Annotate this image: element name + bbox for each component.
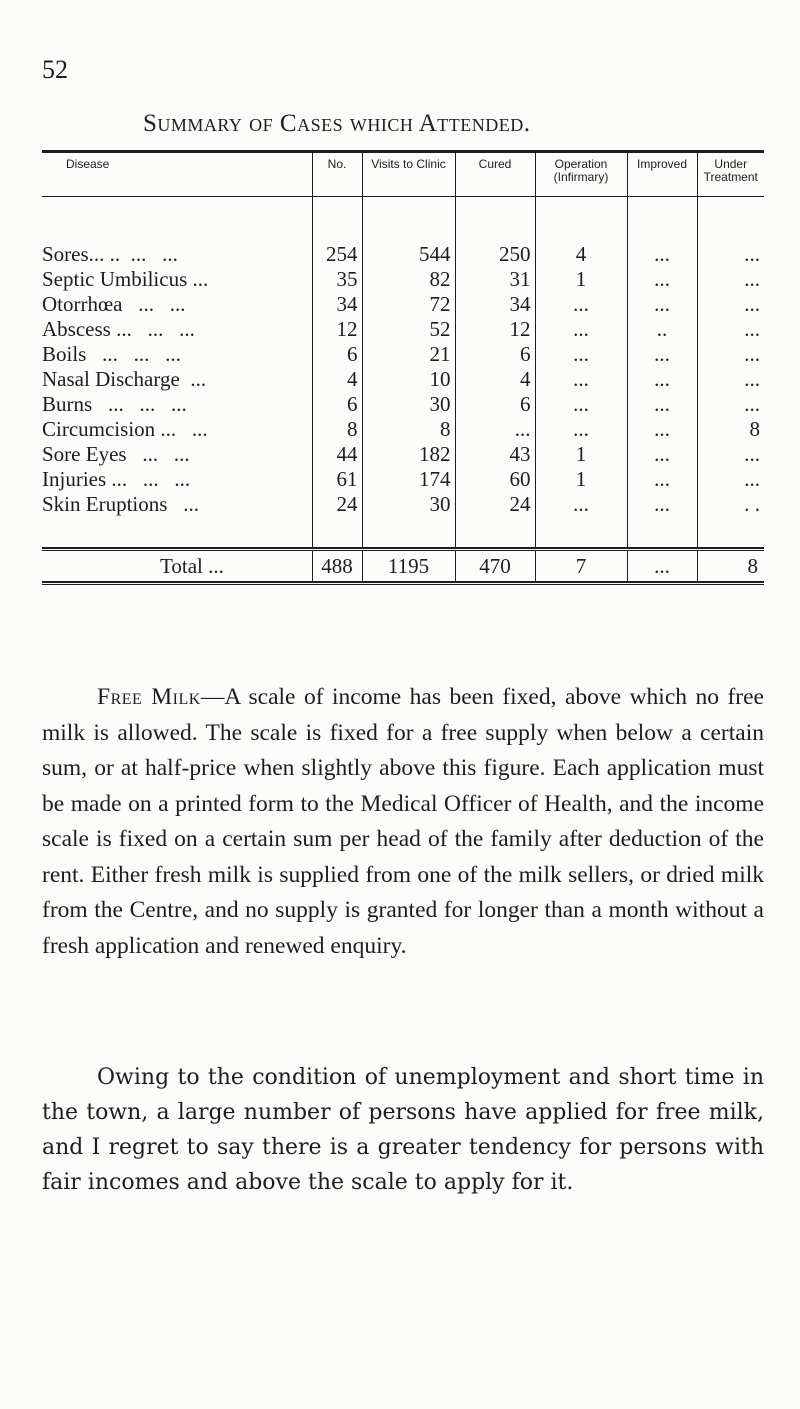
free-milk-body: —A scale of income has been fixed, above which no free milk is allowed. The scale is fixed for a free supply when below a certain sum, or at half-price when slightly above this figure. Each application must be made on a printed form to the Medical Officer of Health, and the income scale is fixed on a certain sum per head of the family after deduction of the rent. Either fresh milk is supplied from one of the milk sellers, or dried milk from the Centre, and no supply is granted for longer than a month without a fresh application and renewed enquiry.	[42, 684, 764, 959]
cell-cured: 4	[455, 367, 535, 392]
disease-name	[42, 367, 312, 392]
page-number: 52	[42, 55, 68, 84]
dot-leader: ... ...	[122, 292, 186, 316]
disease-label: Septic Umbilicus	[42, 267, 188, 291]
disease-name	[42, 492, 312, 517]
cell-no: 8	[312, 417, 362, 442]
disease-name	[42, 292, 312, 317]
dot-leader: ...	[167, 492, 199, 516]
cell-operation: ...	[535, 342, 627, 367]
table-row	[42, 392, 764, 417]
total-visits: 1195	[362, 551, 455, 581]
cell-improved: ...	[627, 292, 697, 317]
table-row	[42, 317, 764, 342]
cell-improved: ...	[627, 442, 697, 467]
cell-improved: ...	[627, 392, 697, 417]
cell-no: 4	[312, 367, 362, 392]
dot-leader: ... ...	[120, 242, 178, 266]
table-spacer	[42, 197, 764, 242]
disease-label: Burns	[42, 392, 93, 416]
cell-visits: 30	[362, 392, 455, 417]
disease-label: Skin Eruptions	[42, 492, 168, 516]
cell-no: 6	[312, 392, 362, 417]
cell-visits: 10	[362, 367, 455, 392]
dot-leader: ... ...	[131, 317, 195, 341]
dot-leader: ... ...	[126, 442, 190, 466]
table-header-row	[42, 153, 764, 196]
table-bottom-rule	[42, 581, 764, 585]
cell-operation: 1	[535, 267, 627, 292]
cell-operation: ...	[535, 417, 627, 442]
total-no: 488	[312, 551, 362, 581]
cell-under: . .	[744, 492, 760, 516]
total-improved: ...	[627, 551, 697, 581]
cell-operation: ...	[535, 492, 627, 517]
disease-label: Injuries ...	[42, 467, 128, 491]
cell-under: ...	[744, 242, 760, 266]
total-cured: 470	[455, 551, 535, 581]
cell-improved: ..	[627, 317, 697, 342]
disease-label: Circumcision ...	[42, 417, 177, 441]
cell-cured: 24	[455, 492, 535, 517]
total-row	[42, 551, 764, 581]
cell-improved: ...	[627, 342, 697, 367]
table-row	[42, 442, 764, 467]
disease-label: Sore Eyes	[42, 442, 127, 466]
cell-improved: ...	[627, 417, 697, 442]
table-row	[42, 417, 764, 442]
header-under-treatment: Under Treatment	[703, 157, 758, 184]
cell-operation: 1	[535, 467, 627, 492]
table-row	[42, 292, 764, 317]
disease-name	[42, 392, 312, 417]
cell-under: ...	[744, 367, 760, 391]
table-spacer	[42, 517, 764, 547]
unemployment-paragraph: Owing to the condition of unemployment and short time in the town, a large number of persons have applied for free milk, and I regret to say there is a greater tendency for persons with fair incomes and above the scale to apply for it.	[42, 1065, 764, 1195]
table-row	[42, 342, 764, 367]
cell-under: 8	[749, 417, 760, 441]
total-label: Total ...	[42, 551, 312, 581]
table-row	[42, 467, 764, 492]
cell-visits: 82	[362, 267, 455, 292]
header-cured: Cured	[455, 153, 535, 196]
cell-under: ...	[744, 392, 760, 416]
table-row	[42, 492, 764, 517]
disease-label: Nasal Discharge	[42, 367, 180, 391]
cell-no: 35	[312, 267, 362, 292]
total-under-treatment: 8	[747, 553, 758, 578]
header-visits: Visits to Clinic	[362, 153, 455, 196]
cell-visits: 544	[362, 242, 455, 267]
cell-operation: ...	[535, 392, 627, 417]
header-no: No.	[312, 153, 362, 196]
cell-visits: 52	[362, 317, 455, 342]
disease-name	[42, 467, 312, 492]
cell-under: ...	[744, 442, 760, 466]
cell-cured: 250	[455, 242, 535, 267]
header-operation: Operation (Infirmary)	[535, 153, 627, 196]
table-row	[42, 367, 764, 392]
header-disease: Disease	[42, 153, 312, 196]
cell-no: 24	[312, 492, 362, 517]
cell-cured: 43	[455, 442, 535, 467]
free-milk-paragraph	[42, 680, 764, 964]
cell-visits: 174	[362, 467, 455, 492]
cell-operation: 1	[535, 442, 627, 467]
cell-visits: 72	[362, 292, 455, 317]
cell-no: 254	[312, 242, 362, 267]
cell-improved: ...	[627, 267, 697, 292]
dot-leader: ... ... ...	[92, 392, 187, 416]
disease-name	[42, 317, 312, 342]
cell-cured: 6	[455, 392, 535, 417]
cell-operation: ...	[535, 367, 627, 392]
disease-label: Otorrhœa	[42, 292, 123, 316]
cell-cured: 34	[455, 292, 535, 317]
free-milk-heading: Free Milk	[97, 684, 201, 710]
cell-cured: 12	[455, 317, 535, 342]
dot-leader: ...	[187, 267, 209, 291]
cell-under: ...	[744, 267, 760, 291]
cell-operation: ...	[535, 317, 627, 342]
cell-cured: ...	[455, 417, 535, 442]
cell-visits: 21	[362, 342, 455, 367]
table-body	[42, 197, 764, 547]
cell-no: 61	[312, 467, 362, 492]
cell-no: 12	[312, 317, 362, 342]
cell-improved: ...	[627, 367, 697, 392]
cell-improved: ...	[627, 492, 697, 517]
table-row	[42, 242, 764, 267]
cell-operation: 4	[535, 242, 627, 267]
cell-under: ...	[744, 342, 760, 366]
dot-leader: ... ... ...	[86, 342, 181, 366]
cases-summary-table	[42, 150, 764, 585]
cell-no: 44	[312, 442, 362, 467]
dot-leader: ...	[179, 367, 207, 391]
disease-name	[42, 242, 312, 267]
cell-no: 6	[312, 342, 362, 367]
cell-cured: 60	[455, 467, 535, 492]
disease-name	[42, 417, 312, 442]
cell-operation: ...	[535, 292, 627, 317]
dot-leader: ... ...	[127, 467, 191, 491]
disease-name	[42, 267, 312, 292]
cell-cured: 6	[455, 342, 535, 367]
cell-improved: ...	[627, 467, 697, 492]
disease-name	[42, 442, 312, 467]
cell-improved: ...	[627, 242, 697, 267]
cell-visits: 8	[362, 417, 455, 442]
disease-label: Sores... ..	[42, 242, 121, 266]
cell-cured: 31	[455, 267, 535, 292]
disease-label: Abscess ...	[42, 317, 132, 341]
cell-no: 34	[312, 292, 362, 317]
dot-leader: ...	[176, 417, 208, 441]
cell-under: ...	[744, 467, 760, 491]
cell-under: ...	[744, 292, 760, 316]
table-row	[42, 267, 764, 292]
cell-visits: 182	[362, 442, 455, 467]
page-title: Summary of Cases which Attended.	[143, 110, 531, 137]
total-operation: 7	[535, 551, 627, 581]
cell-visits: 30	[362, 492, 455, 517]
disease-label: Boils	[42, 342, 87, 366]
disease-name	[42, 342, 312, 367]
header-improved: Improved	[627, 153, 697, 196]
cell-under: ...	[744, 317, 760, 341]
